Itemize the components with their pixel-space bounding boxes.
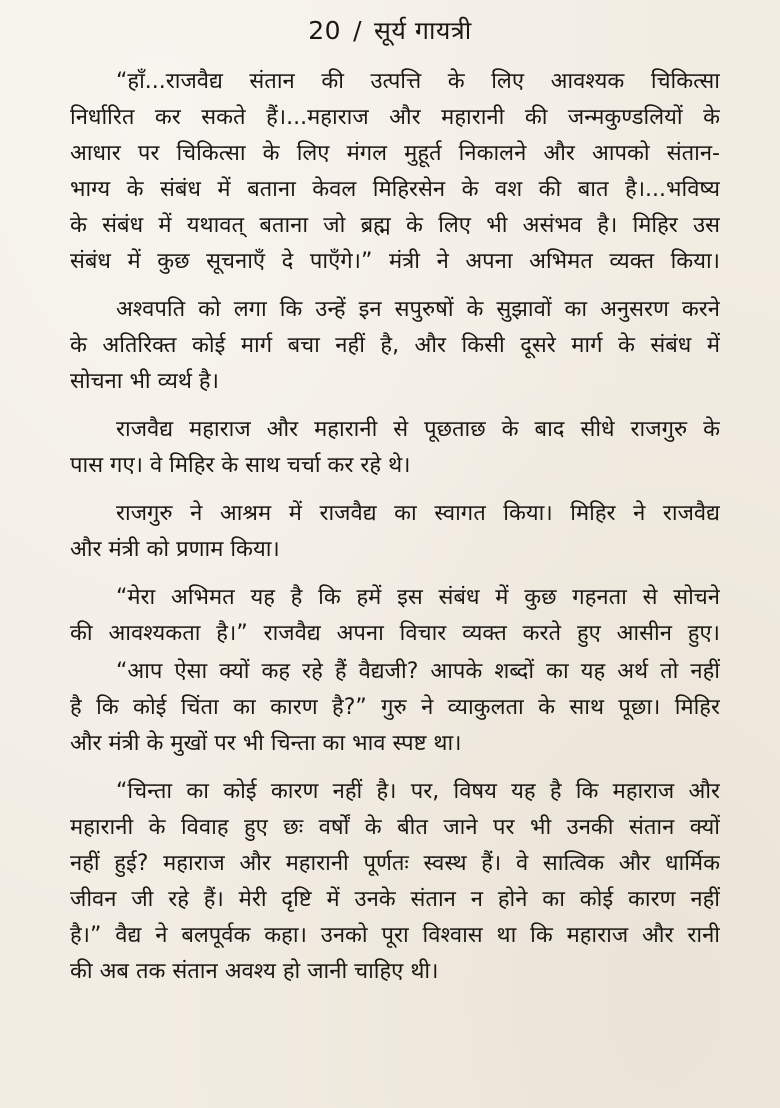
- text-line: भाग्य के संबंध में बताना केवल मिहिरसेन के वश की बात है।...भविष्य: [70, 177, 720, 202]
- text-line: के संबंध में यथावत् बताना जो ब्रह्म के लिए भी असंभव है। मिहिर उस: [70, 213, 720, 238]
- text-line: निर्धारित कर सकते हैं।...महाराज और महारानी की जन्मकुण्डलियों के: [70, 105, 720, 130]
- paragraph: [70, 774, 720, 990]
- text-line: की आवश्यकता है।” राजवैद्य अपना विचार व्यक्त करते हुए आसीन हुए।: [70, 621, 720, 646]
- text-line: की अब तक संतान अवश्य हो जानी चाहिए थी।: [70, 959, 439, 984]
- paragraph: [70, 654, 720, 762]
- text-line: संबंध में कुछ सूचनाएँ दे पाएँगे।” मंत्री ने अपना अभिमत व्यक्त किया।: [70, 249, 720, 274]
- text-line: और मंत्री के मुखों पर भी चिन्ता का भाव स्पष्ट था।: [70, 731, 462, 756]
- page-header: [0, 14, 780, 48]
- paragraph: [70, 64, 720, 280]
- text-line: पास गए। वे मिहिर के साथ चर्चा कर रहे थे।: [70, 453, 411, 478]
- text-line: के अतिरिक्त कोई मार्ग बचा नहीं है, और किसी दूसरे मार्ग के संबंध में: [70, 333, 720, 358]
- text-line: अश्वपति को लगा कि उन्हें इन सपुरुषों के सुझावों का अनुसरण करने: [116, 297, 720, 322]
- book-title: सूर्य गायत्री: [374, 16, 472, 45]
- text-line: महारानी के विवाह हुए छः वर्षों के बीत जाने पर भी उनकी संतान क्यों: [70, 815, 720, 840]
- page-number: 20: [308, 16, 342, 45]
- text-line: नहीं हुई? महाराज और महारानी पूर्णतः स्वस्थ हैं। वे सात्विक और धार्मिक: [70, 851, 720, 876]
- header-separator: /: [353, 16, 363, 45]
- text-line: है।” वैद्य ने बलपूर्वक कहा। उनको पूरा विश्वास था कि महाराज और रानी: [70, 923, 720, 948]
- page-body: [70, 64, 720, 990]
- paragraph: [70, 292, 720, 400]
- text-line: राजगुरु ने आश्रम में राजवैद्य का स्वागत किया। मिहिर ने राजवैद्य: [116, 501, 720, 526]
- text-line: और मंत्री को प्रणाम किया।: [70, 537, 280, 562]
- text-line: “मेरा अभिमत यह है कि हमें इस संबंध में कुछ गहनता से सोचने: [116, 585, 720, 610]
- paragraph: [70, 496, 720, 568]
- text-line: है कि कोई चिंता का कारण है?” गुरु ने व्याकुलता के साथ पूछा। मिहिर: [70, 695, 720, 720]
- text-line: आधार पर चिकित्सा के लिए मंगल मुहूर्त निकालने और आपको संतान-: [70, 141, 720, 166]
- text-line: “हाँ...राजवैद्य संतान की उत्पत्ति के लिए आवश्यक चिकित्सा: [116, 69, 720, 94]
- paragraph: [70, 412, 720, 484]
- text-line: जीवन जी रहे हैं। मेरी दृष्टि में उनके संतान न होने का कोई कारण नहीं: [70, 887, 720, 912]
- text-line: “आप ऐसा क्यों कह रहे हैं वैद्यजी? आपके शब्दों का यह अर्थ तो नहीं: [116, 659, 720, 684]
- paragraph: [70, 580, 720, 652]
- text-line: सोचना भी व्यर्थ है।: [70, 369, 219, 394]
- text-line: राजवैद्य महाराज और महारानी से पूछताछ के बाद सीधे राजगुरु के: [116, 417, 720, 442]
- text-line: “चिन्ता का कोई कारण नहीं है। पर, विषय यह है कि महाराज और: [116, 779, 720, 804]
